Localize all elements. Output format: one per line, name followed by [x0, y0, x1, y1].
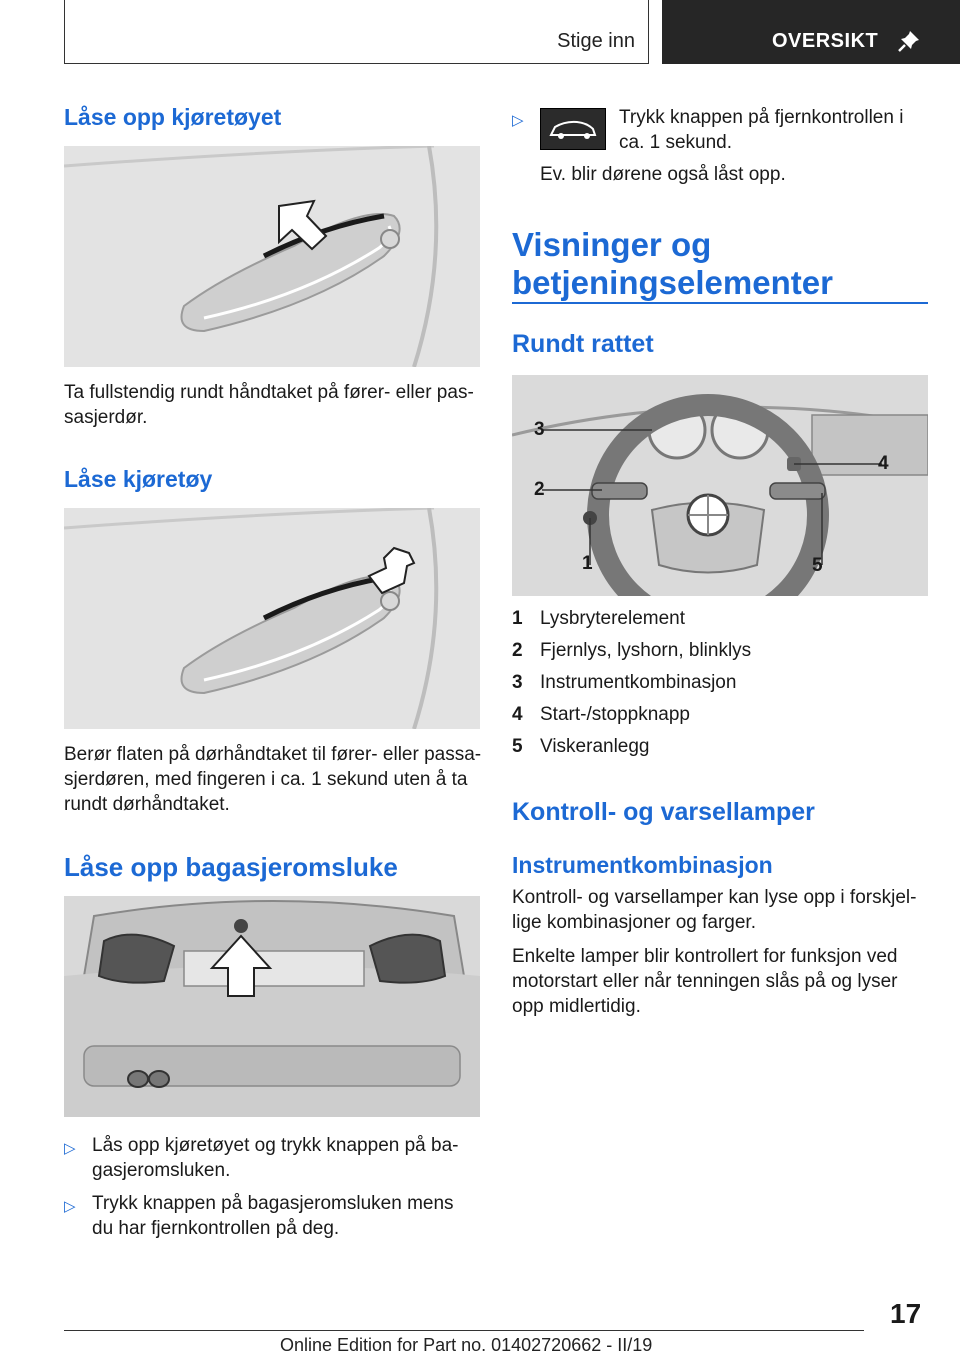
list-item: [64, 1191, 484, 1241]
heading-line: betjeningselementer: [512, 264, 833, 301]
trunk-image: [64, 896, 480, 1117]
page-number: 17: [890, 1298, 922, 1329]
legend-list: [512, 608, 932, 768]
legend-item: [512, 672, 932, 704]
paragraph-lock-line: rundt dørhåndtaket.: [64, 794, 230, 815]
list-item-line: du har fjernkontrollen på deg.: [92, 1218, 340, 1239]
callout-5: 5: [812, 555, 823, 576]
paragraph-line: Enkelte lamper blir kontrollert for funksjon ved: [512, 946, 898, 967]
paragraph-line: motorstart eller når tenningen slås på og lyser: [512, 971, 898, 992]
paragraph-lamps-1: [512, 885, 932, 935]
paragraph-line: Kontroll- og varsellamper kan lyse opp i forskjel-: [512, 887, 917, 908]
heading-indicator-lamps: Kontroll- og varsellamper: [512, 798, 815, 826]
paragraph-line: lige kombinasjoner og farger.: [512, 912, 756, 933]
paragraph-unlock: [64, 380, 484, 430]
car-remote-key-icon: [540, 108, 606, 150]
list-item-line: Lås opp kjøretøyet og trykk knappen på ba-: [92, 1135, 459, 1156]
callout-2: 2: [534, 479, 545, 500]
paragraph-lock-line: Berør flaten på dørhåndtaket til fører- eller passa-: [64, 744, 482, 765]
list-item-line: gasjeromsluken.: [92, 1160, 231, 1181]
bullet-marker: ▷: [64, 1140, 76, 1157]
heading-unlock-vehicle: Låse opp kjøretøyet: [64, 104, 282, 130]
legend-text: Fjernlys, lyshorn, blinklys: [540, 640, 752, 661]
footer-divider: [64, 1330, 864, 1331]
bullet-marker: ▷: [512, 112, 524, 129]
trunk-bullet-list: [64, 1133, 484, 1241]
heading-line: Visninger og: [512, 226, 712, 263]
pin-icon[interactable]: [896, 28, 922, 54]
key-press-text-line: ca. 1 sekund.: [619, 132, 733, 153]
legend-text: Instrumentkombinasjon: [540, 672, 737, 693]
heading-unlock-trunk: Låse opp bagasjeromsluke: [64, 852, 398, 882]
paragraph-lock: [64, 742, 484, 817]
legend-text: Viskeranlegg: [540, 736, 650, 757]
key-press-text-line: Trykk knappen på fjernkontrollen i: [619, 107, 904, 128]
heading-displays-controls: [512, 226, 833, 302]
callout-3: 3: [534, 419, 545, 440]
paragraph-line: opp midlertidig.: [512, 996, 641, 1017]
paragraph-unlock-line: sasjerdør.: [64, 407, 148, 428]
list-item-line: Trykk knappen på bagasjeromsluken mens: [92, 1193, 454, 1214]
paragraph-lamps-2: [512, 944, 932, 1019]
legend-item: [512, 704, 932, 736]
legend-number: 2: [512, 640, 523, 661]
legend-item: [512, 640, 932, 672]
legend-text: Start-/stoppknapp: [540, 704, 690, 725]
heading-lock-vehicle: Låse kjøretøy: [64, 466, 213, 492]
callout-4: 4: [878, 453, 889, 474]
key-press-text: [619, 105, 919, 155]
callout-1: 1: [582, 553, 593, 574]
cockpit-image: [512, 375, 928, 596]
legend-text: Lysbryterelement: [540, 608, 686, 629]
legend-number: 4: [512, 704, 523, 725]
list-item: [64, 1133, 484, 1183]
section-title: Stige inn: [557, 30, 635, 52]
door-handle-unlock-image: [64, 146, 480, 367]
paragraph-lock-line: sjerdøren, med fingeren i ca. 1 sekund uten å ta: [64, 769, 468, 790]
legend-number: 1: [512, 608, 523, 629]
heading-steering-wheel: Rundt rattet: [512, 330, 654, 358]
bullet-marker: ▷: [64, 1198, 76, 1215]
legend-number: 3: [512, 672, 523, 693]
overview-button-label[interactable]: OVERSIKT: [772, 30, 879, 52]
legend-item: [512, 736, 932, 768]
edition-text: Online Edition for Part no. 01402720662 - II/19: [280, 1335, 653, 1355]
note-doors-unlock: Ev. blir dørene også låst opp.: [540, 164, 786, 185]
heading-divider: [512, 302, 928, 304]
heading-instrument-cluster: Instrumentkombinasjon: [512, 852, 773, 878]
legend-number: 5: [512, 736, 523, 757]
legend-item: [512, 608, 932, 640]
door-handle-lock-image: [64, 508, 480, 729]
paragraph-unlock-line: Ta fullstendig rundt håndtaket på fører- eller pas-: [64, 382, 474, 403]
